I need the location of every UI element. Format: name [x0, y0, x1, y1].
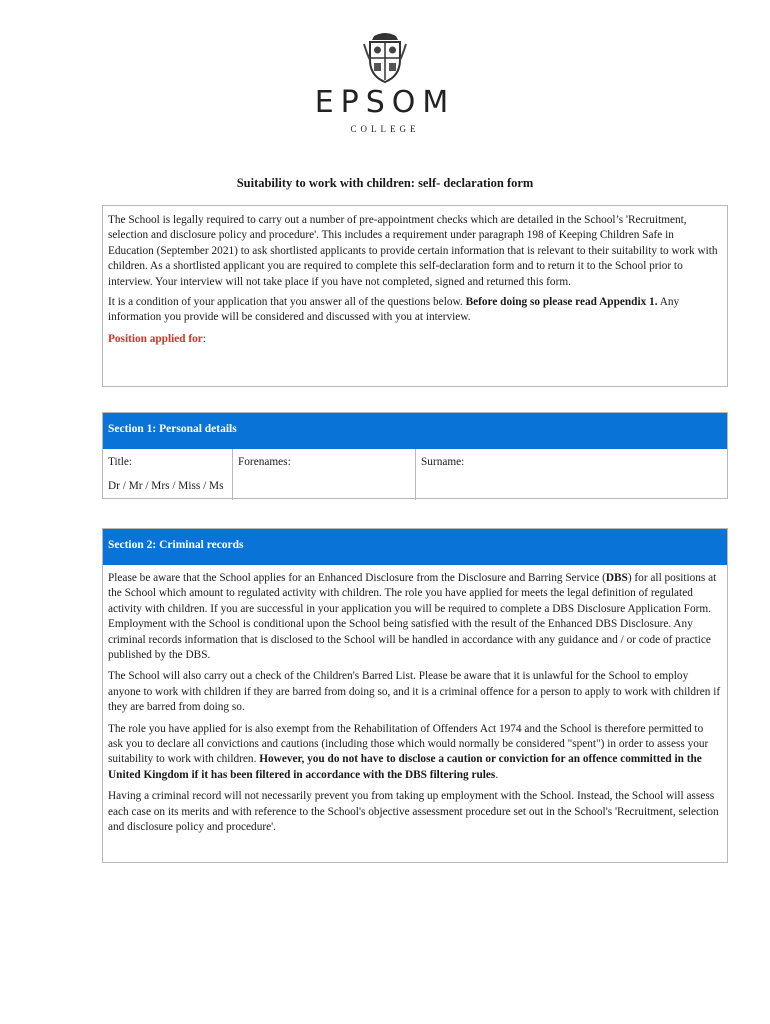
appendix-note: Before doing so please read Appendix 1. [465, 296, 658, 309]
title-options: Dr / Mr / Mrs / Miss / Ms [108, 480, 224, 493]
crest-icon [360, 30, 410, 84]
dbs-text-end: ) for all positions at the School which amount to regulated activity with children. The role you have applied for meets the legal definition of regulated activity with children. If you are successful in your application you will be required to complete a DBS Disclosure Application Form. Employment with the School is conditional upon the School being satisfied with the result of the Enhanced DBS Disclosure. Any criminal records information that is disclosed to the School will be handled in accordance with any guidance and / or code of practice published by the DBS. [108, 572, 717, 662]
intro-paragraph: The School is legally required to carry out a number of pre-appointment checks which are detailed in the School’s 'Recruitment, selection and disclosure policy and procedure'. This includes a requirement under paragraph 198 of Keeping Children Safe in Education (September 2021) to ask shortlisted applicants to provide certain information that is relevant to their suitability to work with children. As a shortlisted applicant you are required to complete this self-declaration form and to return it to the School prior to interview. Your interview will not take place if you have not completed, signed and returned this form. [108, 214, 718, 288]
forenames-label: Forenames: [238, 456, 291, 468]
assessment-paragraph: Having a criminal record will not necessarily prevent you from taking up employment with the School. Instead, the School will assess each case on its merits and with reference to the School's objective assessment procedure set out in the School's 'Recruitment, selection and disclosure policy and procedure'. [108, 790, 719, 834]
filtering-rules-note: However, you do not have to disclose a caution or conviction for an offence committed in the United Kingdom if it has been filtered in accordance with the DBS filtering rules [108, 753, 702, 781]
rehabilitation-end: . [495, 768, 499, 781]
dbs-abbrev: DBS [605, 572, 628, 584]
condition-text-end: Any information you provide will be considered and discussed with you at interview. [108, 296, 680, 324]
dbs-paragraph [108, 571, 721, 663]
dbs-text: Please be aware that the School applies for an Enhanced Disclosure from the Disclosure and Barring Service ( [108, 572, 606, 584]
barred-list-paragraph: The School will also carry out a check of the Children's Barred List. Please be aware that it is unlawful for the School to employ anyone to work with children if they are barred from doing so, and it is a criminal offence for a person to apply to work with children if they are barred from doing so. [108, 670, 721, 714]
surname-field[interactable] [416, 449, 727, 500]
forenames-field[interactable] [233, 449, 416, 500]
form-title: Suitability to work with children: self- declaration form [236, 176, 534, 190]
section1-header: Section 1: Personal details [103, 413, 727, 449]
surname-label: Surname: [421, 456, 465, 468]
section2-header: Section 2: Criminal records [103, 529, 727, 565]
position-applied-field[interactable] [108, 332, 721, 347]
position-label: Position applied for [108, 332, 203, 345]
intro-box [102, 205, 728, 387]
school-logo [300, 30, 470, 134]
section-personal-details [102, 412, 728, 499]
personal-details-row [103, 449, 727, 500]
logo-subtitle: COLLEGE [350, 124, 420, 134]
section-criminal-records [102, 528, 728, 863]
position-colon: : [202, 332, 206, 345]
logo-wordmark: EPSOM [314, 85, 456, 120]
title-label: Title: [108, 456, 133, 468]
section2-body [103, 565, 727, 836]
rehabilitation-paragraph [108, 722, 721, 784]
condition-paragraph [108, 295, 721, 326]
condition-text: It is a condition of your application that you answer all of the questions below. [108, 296, 466, 309]
title-field[interactable] [103, 449, 233, 500]
rehabilitation-text: The role you have applied for is also exempt from the Rehabilitation of Offenders Act 1974 and the School is therefore permitted to ask you to declare all convictions and cautions (including those which would normally be considered "spent") in order to assess your suitability to work with children. [108, 722, 709, 766]
